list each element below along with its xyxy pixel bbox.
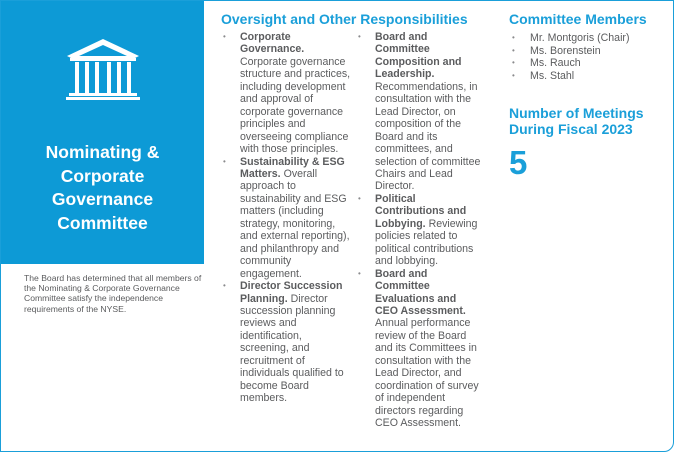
members-list bbox=[509, 32, 629, 82]
committee-panel bbox=[1, 1, 204, 264]
meetings-count: 5 bbox=[509, 144, 528, 181]
bullet-icon: • bbox=[223, 281, 226, 291]
member-item: • Ms. Stahl bbox=[512, 69, 575, 82]
bullet-icon: • bbox=[512, 70, 515, 80]
oversight-heading: Oversight and Other Responsibilities bbox=[221, 11, 468, 27]
bullet-icon: • bbox=[512, 58, 515, 68]
member-item: • Mr. Montgoris (Chair) bbox=[512, 32, 630, 44]
responsibility-item: • Board and Committee Composition and Leadership. Recommendations, in consultation with the Lead Director, on composition of the Board and its committees, and selection of committee Chairs and Lead Director. bbox=[358, 31, 481, 193]
bullet-icon: • bbox=[512, 33, 515, 42]
bullet-icon: • bbox=[358, 268, 361, 278]
bullet-icon: • bbox=[358, 193, 361, 203]
bullet-icon: • bbox=[223, 32, 226, 41]
responsibilities-column-1 bbox=[221, 31, 353, 405]
meetings-heading: Number of Meetings During Fiscal 2023 bbox=[509, 105, 644, 137]
bullet-icon: • bbox=[512, 45, 515, 55]
responsibility-item: • Corporate Governance. Corporate governance structure and practices, including development and approval of corporate governance principles and overseeing compliance with those principles. bbox=[223, 31, 351, 156]
committee-name: Nominating & Corporate Governance Committee bbox=[45, 142, 160, 233]
member-item: • Ms. Rauch bbox=[512, 57, 581, 70]
responsibility-item: • Sustainability & ESG Matters. Overall approach to sustainability and ESG matters (including strategy, monitoring, and external reporting), and philanthropy and community engagement. bbox=[223, 155, 350, 280]
responsibilities-column-2 bbox=[356, 31, 481, 430]
independence-note: The Board has determined that all members of the Nominating & Corporate Governance Committee satisfy the independence requirements of the NYSE. bbox=[24, 273, 202, 314]
responsibility-item: • Director Succession Planning. Director succession planning reviews and identification, screening, and recruitment of individuals qualified to become Board members. bbox=[223, 280, 344, 405]
member-item: • Ms. Borenstein bbox=[512, 44, 601, 57]
bullet-icon: • bbox=[358, 32, 361, 41]
building-columns-icon bbox=[65, 37, 141, 103]
bullet-icon: • bbox=[223, 156, 226, 166]
responsibility-item: • Board and Committee Evaluations and CEO Assessment. Annual performance review of the Board and its Committees in consultation with the Lead Director, and coordination of survey of independent directors regarding CEO Assessment. bbox=[358, 267, 479, 430]
members-heading: Committee Members bbox=[509, 11, 647, 27]
responsibility-item: • Political Contributions and Lobbying. Reviewing policies related to political contributions and lobbying. bbox=[358, 192, 478, 268]
